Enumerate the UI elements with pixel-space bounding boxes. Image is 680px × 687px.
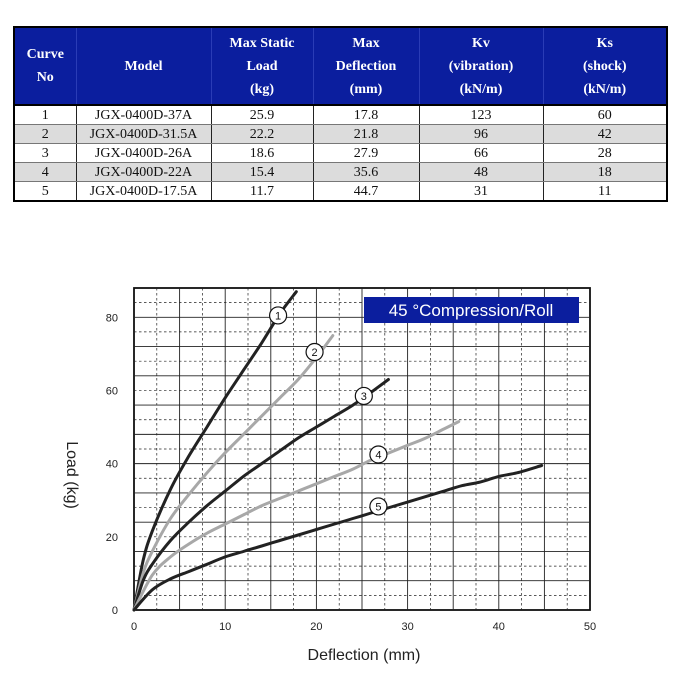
y-tick-label: 80 bbox=[105, 312, 118, 325]
table-cell: 21.8 bbox=[313, 125, 419, 144]
header-col-1 bbox=[76, 27, 211, 105]
header-text: Curve bbox=[26, 47, 64, 62]
table-cell: JGX-0400D-17.5A bbox=[76, 182, 211, 202]
header-col-0 bbox=[14, 27, 76, 105]
header-text: Max bbox=[352, 35, 380, 51]
x-tick-label: 10 bbox=[219, 621, 232, 633]
header-col-2 bbox=[211, 27, 313, 105]
table-cell: 11 bbox=[543, 182, 667, 202]
curve-label-number: 2 bbox=[311, 347, 318, 360]
curve-label-number: 1 bbox=[275, 310, 282, 323]
table-cell: 35.6 bbox=[313, 163, 419, 182]
y-tick-label: 20 bbox=[105, 531, 118, 544]
header-text: (shock) bbox=[582, 58, 627, 74]
header-text: Max Static bbox=[229, 35, 295, 51]
table-cell: 18 bbox=[543, 163, 667, 182]
curve-3-label bbox=[355, 387, 372, 404]
table-cell: JGX-0400D-37A bbox=[76, 105, 211, 125]
table-cell: JGX-0400D-31.5A bbox=[76, 125, 211, 144]
curve-1-label bbox=[270, 307, 287, 324]
table-cell: 28 bbox=[543, 144, 667, 163]
header-col-3 bbox=[313, 27, 419, 105]
chart-grid bbox=[134, 288, 590, 610]
x-axis-title: Deflection (mm) bbox=[307, 647, 421, 664]
table-cell: 1 bbox=[14, 105, 76, 125]
table-cell: JGX-0400D-22A bbox=[76, 163, 211, 182]
table-cell: 44.7 bbox=[313, 182, 419, 202]
header-text: Ks bbox=[596, 35, 613, 51]
header-text: No bbox=[36, 70, 54, 85]
x-tick-label: 30 bbox=[401, 621, 414, 633]
table-body bbox=[14, 105, 667, 201]
table-cell: 17.8 bbox=[313, 105, 419, 125]
curve-label-number: 3 bbox=[360, 390, 367, 403]
table-row bbox=[14, 125, 667, 144]
table-cell: 96 bbox=[419, 125, 543, 144]
header-text: (vibration) bbox=[448, 58, 514, 74]
header-text: Deflection bbox=[335, 58, 397, 74]
table-cell: 60 bbox=[543, 105, 667, 125]
load-deflection-chart bbox=[50, 275, 610, 675]
table-cell: 18.6 bbox=[211, 144, 313, 163]
curve-label-number: 4 bbox=[375, 449, 382, 462]
table-row bbox=[14, 105, 667, 125]
x-tick-label: 20 bbox=[310, 621, 323, 633]
table-row bbox=[14, 163, 667, 182]
mode-badge bbox=[364, 297, 579, 323]
table-cell: 123 bbox=[419, 105, 543, 125]
curve-4-label bbox=[370, 446, 387, 463]
table-cell: 5 bbox=[14, 182, 76, 202]
x-tick-label: 40 bbox=[492, 621, 505, 633]
header-text: Load bbox=[246, 58, 278, 74]
table-cell: JGX-0400D-26A bbox=[76, 144, 211, 163]
table-cell: 22.2 bbox=[211, 125, 313, 144]
curve-5-label bbox=[370, 498, 387, 515]
header-text: (mm) bbox=[349, 81, 383, 97]
y-tick-label: 40 bbox=[105, 458, 118, 471]
table-cell: 4 bbox=[14, 163, 76, 182]
y-tick-label: 0 bbox=[111, 605, 118, 617]
table-cell: 42 bbox=[543, 125, 667, 144]
table-cell: 27.9 bbox=[313, 144, 419, 163]
table-cell: 15.4 bbox=[211, 163, 313, 182]
table-cell: 2 bbox=[14, 125, 76, 144]
mode-label: 45 °Compression/Roll bbox=[388, 301, 554, 320]
header-text: (kN/m) bbox=[459, 81, 503, 97]
x-tick-label: 50 bbox=[583, 621, 597, 633]
y-axis-title: Load (kg) bbox=[63, 441, 80, 509]
curve-label-number: 5 bbox=[375, 501, 382, 514]
table-row bbox=[14, 144, 667, 163]
table-cell: 31 bbox=[419, 182, 543, 202]
header-text: Model bbox=[124, 58, 163, 74]
header-text: Kv bbox=[472, 35, 490, 51]
header-text: (kg) bbox=[249, 81, 275, 97]
table-cell: 66 bbox=[419, 144, 543, 163]
table-header-row bbox=[14, 27, 667, 105]
table-cell: 3 bbox=[14, 144, 76, 163]
table-cell: 48 bbox=[419, 163, 543, 182]
table-cell: 25.9 bbox=[211, 105, 313, 125]
header-col-5 bbox=[543, 27, 667, 105]
header-col-4 bbox=[419, 27, 543, 105]
curve-2-label bbox=[306, 344, 323, 361]
x-tick-label: 0 bbox=[130, 621, 138, 633]
header-text: (kN/m) bbox=[583, 81, 627, 97]
table-row bbox=[14, 182, 667, 202]
table-cell: 11.7 bbox=[211, 182, 313, 202]
spec-table bbox=[13, 26, 668, 202]
y-tick-label: 60 bbox=[105, 385, 118, 398]
